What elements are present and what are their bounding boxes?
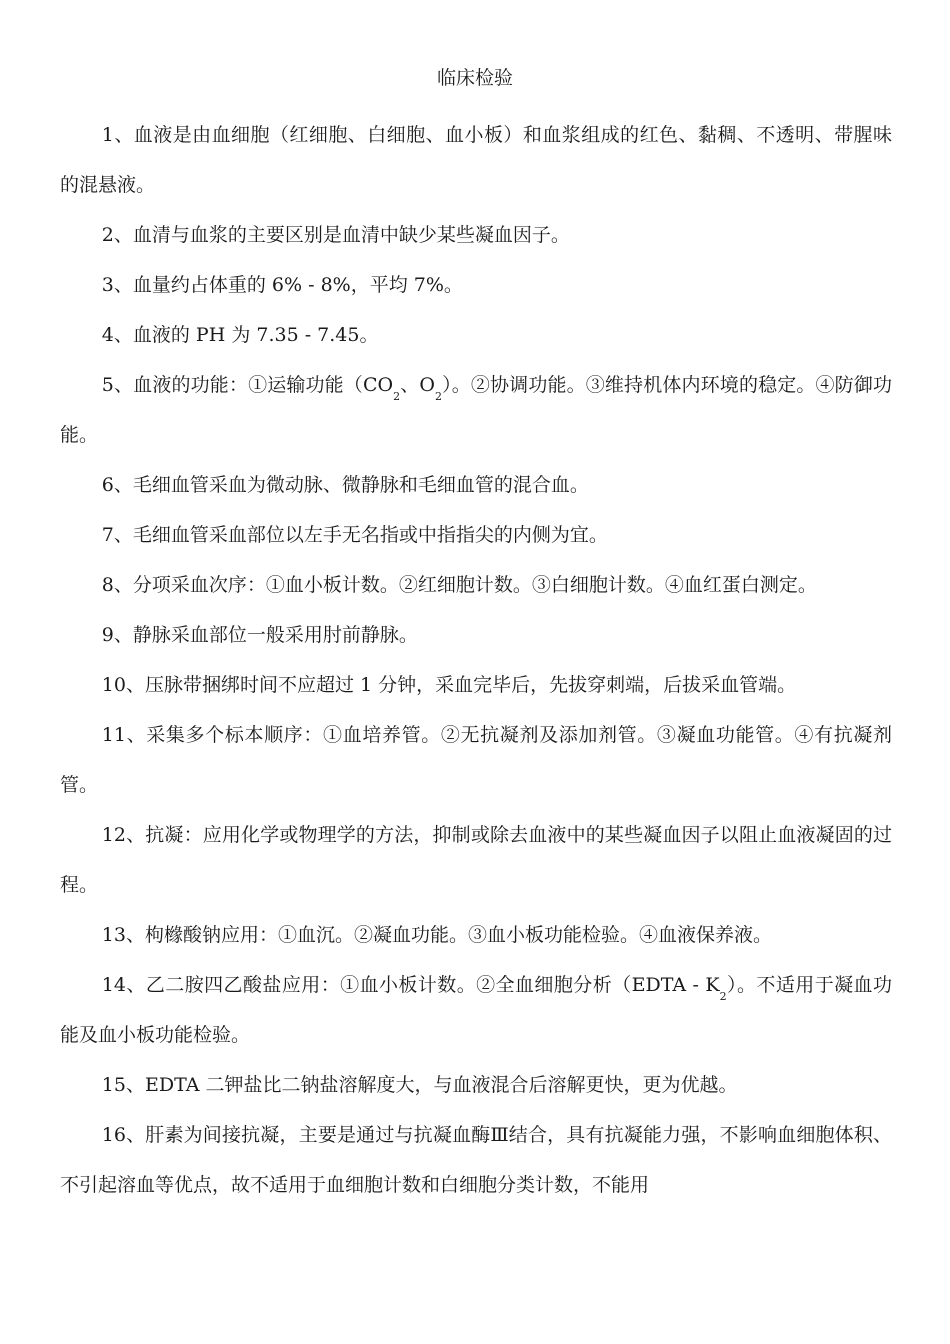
- paragraph-14-part-1: 14、乙二胺四乙酸盐应用：①血小板计数。②全血细胞分析（EDTA - K: [101, 974, 720, 996]
- paragraph-9: 9、静脉采血部位一般采用肘前静脉。: [101, 624, 418, 646]
- co2-subscript: 2: [393, 390, 401, 403]
- paragraph-5-part-1: 5、血液的功能：①运输功能（CO: [101, 374, 394, 396]
- k2-subscript: 2: [719, 990, 727, 1003]
- paragraph-14-part-2: ）。不适用于凝血功能及血小板功能检验。: [60, 974, 892, 1046]
- paragraph-5-part-3: ）。②协调功能。③维持机体内环境的稳定。④防御功能。: [60, 374, 892, 446]
- paragraph-7: 7、毛细血管采血部位以左手无名指或中指指尖的内侧为宜。: [101, 524, 608, 546]
- paragraph-14: [60, 960, 892, 1060]
- paragraph-11: 11、采集多个标本顺序：①血培养管。②无抗凝剂及添加剂管。③凝血功能管。④有抗凝剂管。: [60, 724, 892, 796]
- paragraph-2: 2、血清与血浆的主要区别是血清中缺少某些凝血因子。: [101, 224, 570, 246]
- paragraph-10: 10、压脉带捆绑时间不应超过 1 分钟，采血完毕后，先拔穿刺端，后拔采血管端。: [101, 674, 797, 696]
- paragraph-15: 15、EDTA 二钾盐比二钠盐溶解度大，与血液混合后溶解更快，更为优越。: [101, 1074, 738, 1096]
- paragraph-5: [60, 360, 892, 460]
- paragraph-8: 8、分项采血次序：①血小板计数。②红细胞计数。③白细胞计数。④血红蛋白测定。: [101, 574, 817, 596]
- o2-subscript: 2: [434, 390, 442, 403]
- paragraph-6: 6、毛细血管采血为微动脉、微静脉和毛细血管的混合血。: [101, 474, 589, 496]
- paragraph-4: 4、血液的 PH 为 7.35 - 7.45。: [101, 324, 379, 346]
- document-body: [60, 110, 892, 1210]
- paragraph-12: 12、抗凝：应用化学或物理学的方法，抑制或除去血液中的某些凝血因子以阻止血液凝固的过程。: [60, 824, 892, 896]
- paragraph-1: 1、血液是由血细胞（红细胞、白细胞、血小板）和血浆组成的红色、黏稠、不透明、带腥味的混悬液。: [60, 124, 892, 196]
- paragraph-5-part-2: 、O: [400, 374, 435, 396]
- paragraph-16: 16、肝素为间接抗凝，主要是通过与抗凝血酶Ⅲ结合，具有抗凝能力强，不影响血细胞体积、不引起溶血等优点，故不适用于血细胞计数和白细胞分类计数，不能用: [60, 1124, 892, 1196]
- paragraph-3: 3、血量约占体重的 6% - 8%，平均 7%。: [101, 274, 463, 296]
- paragraph-13: 13、枸橼酸钠应用：①血沉。②凝血功能。③血小板功能检验。④血液保养液。: [101, 924, 772, 946]
- document-title: 临床检验: [436, 67, 513, 89]
